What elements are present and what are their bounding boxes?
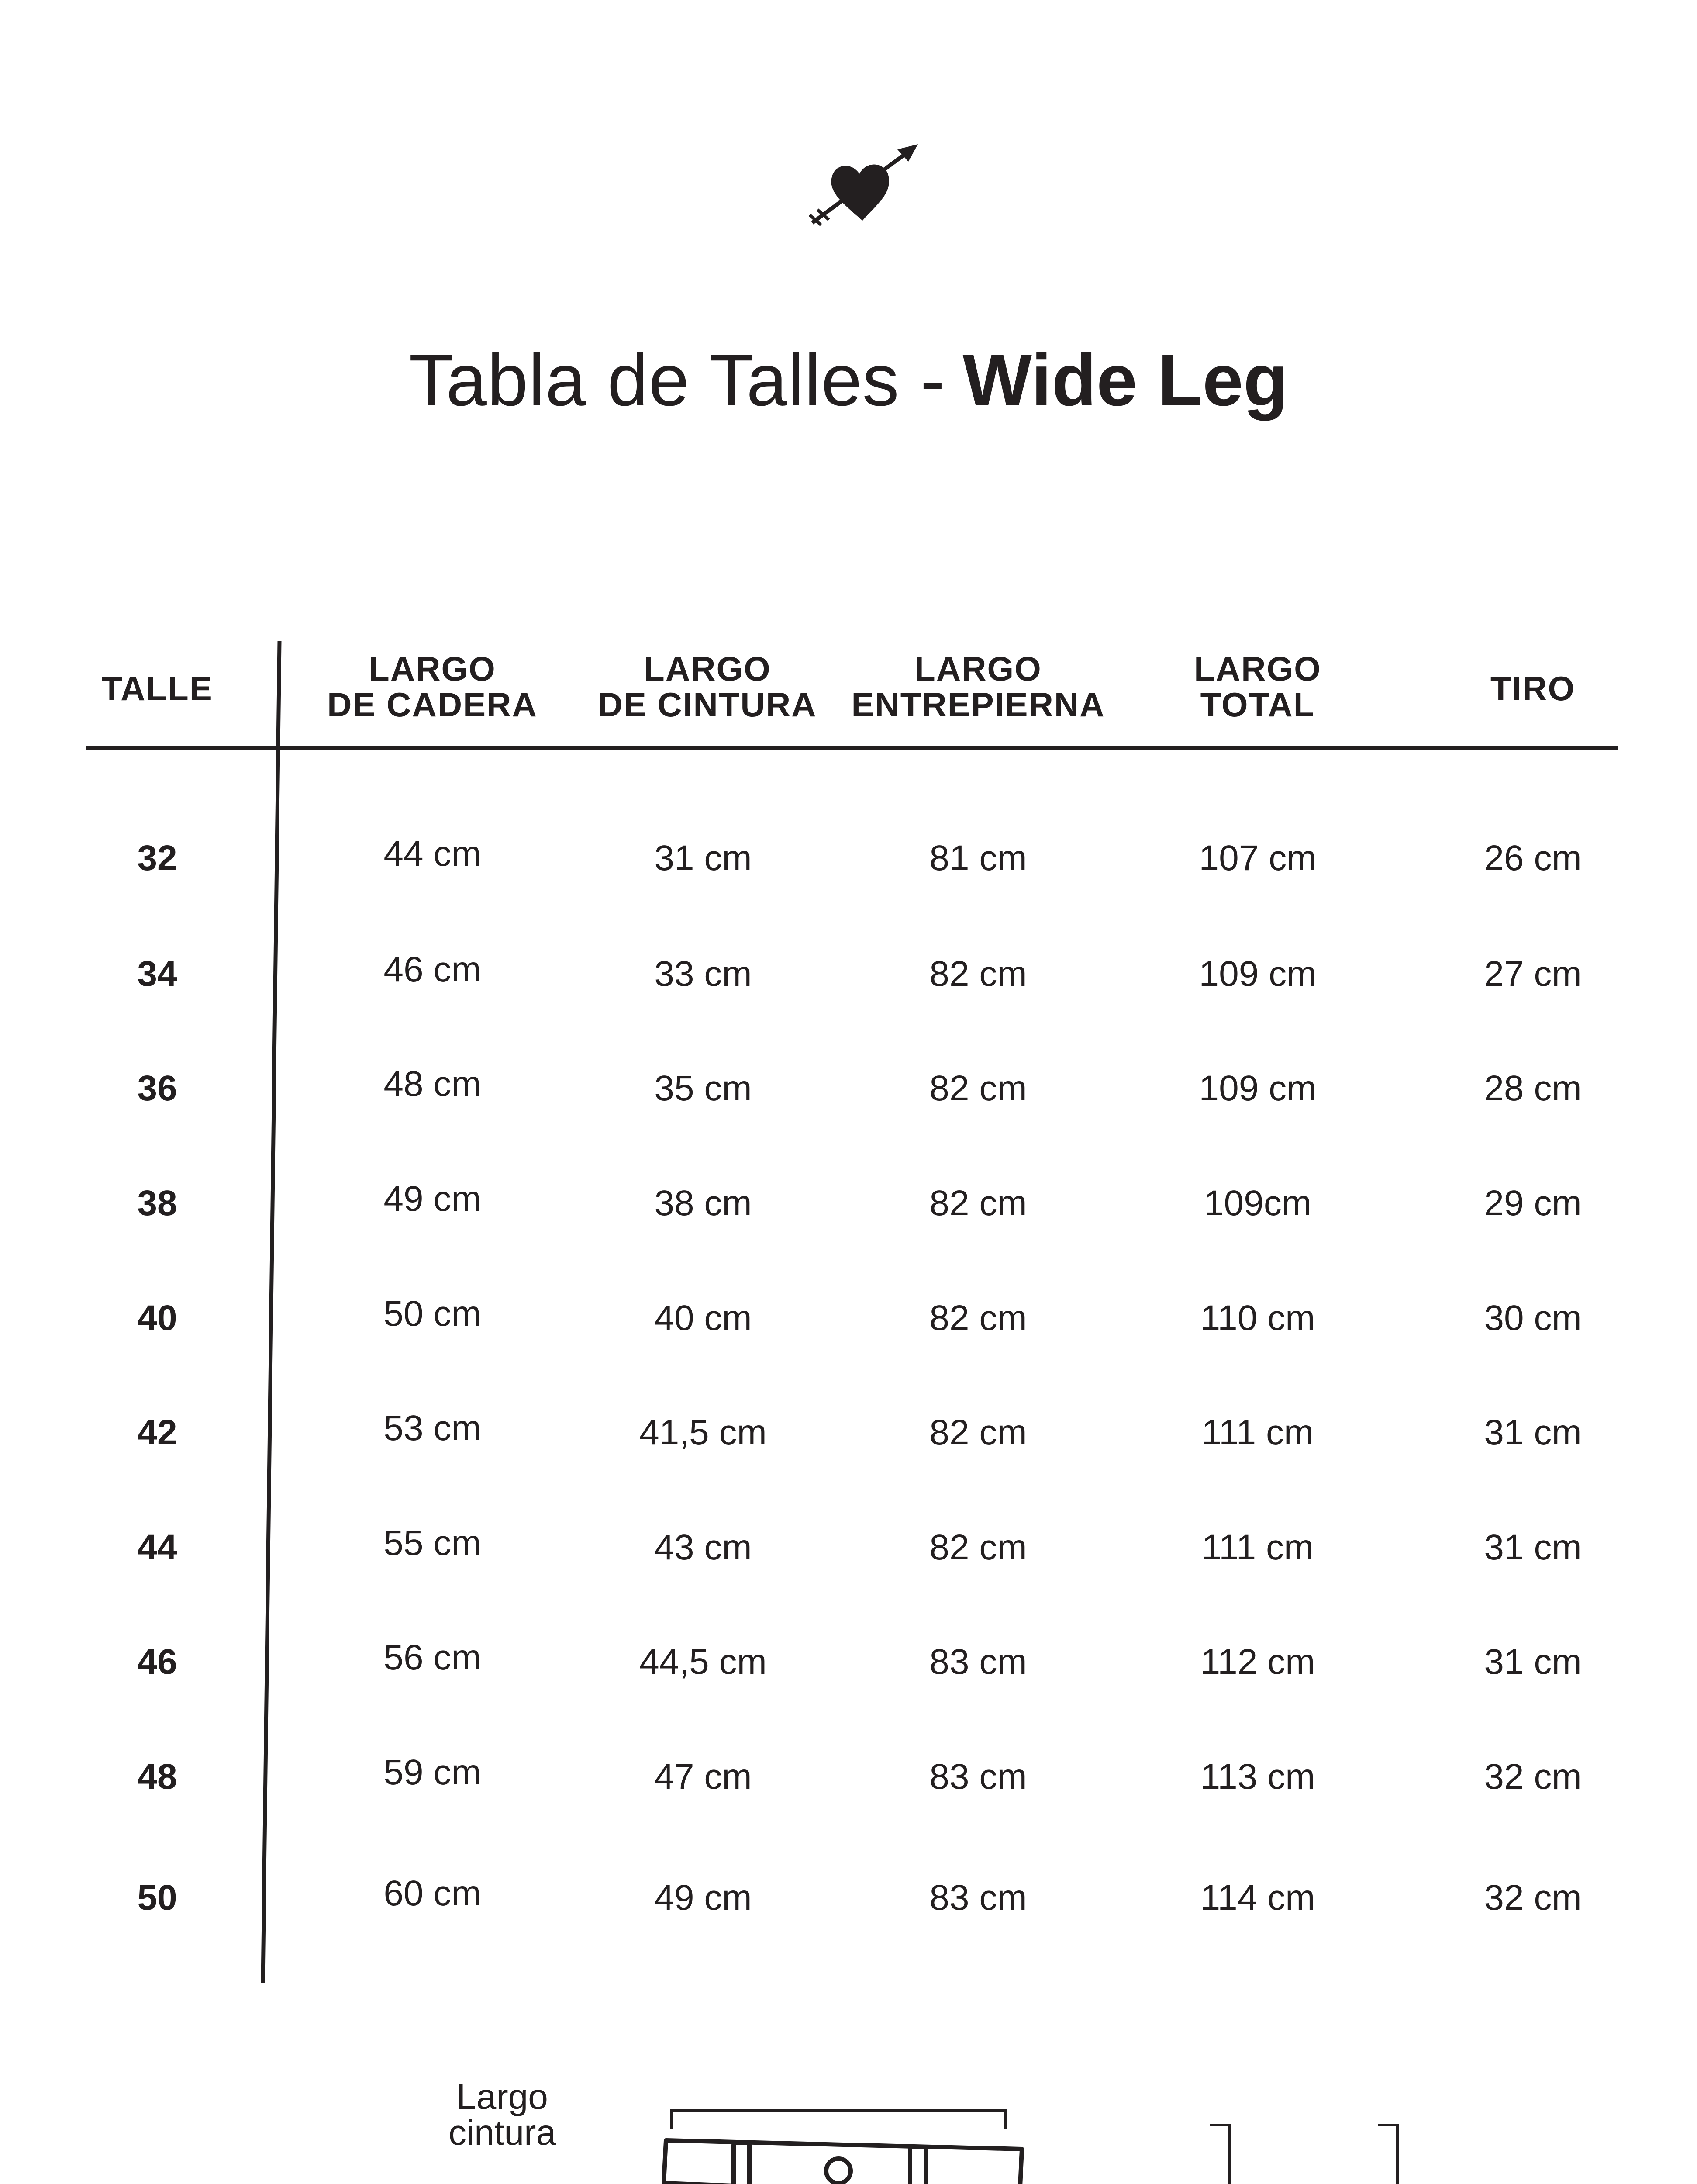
entrepierna-cell: 82 cm (929, 1413, 1027, 1452)
total-cell: 111 cm (1201, 1527, 1314, 1567)
total-cell: 109cm (1204, 1183, 1312, 1223)
cadera-cell: 46 cm (383, 950, 481, 989)
header-tiro: TIRO (1490, 669, 1576, 708)
header-talle: TALLE (101, 669, 213, 708)
cadera-cell: 60 cm (383, 1873, 481, 1913)
header-largo-cintura: LARGO DE CINTURA (598, 650, 817, 724)
total-cell: 113 cm (1200, 1757, 1315, 1797)
entrepierna-cell: 82 cm (929, 1298, 1027, 1338)
total-cell: 109 cm (1199, 1068, 1317, 1108)
size-cell: 50 (137, 1878, 177, 1918)
waistband (664, 2140, 1022, 2184)
tiro-cell: 30 cm (1484, 1298, 1582, 1338)
tiro-cell: 31 cm (1484, 1413, 1582, 1452)
cintura-cell: 40 cm (654, 1298, 752, 1338)
size-cell: 42 (137, 1413, 177, 1452)
size-cell: 36 (137, 1068, 177, 1108)
jeans-diagram (0, 2009, 1697, 2184)
entrepierna-cell: 82 cm (929, 1527, 1027, 1567)
size-cell: 32 (137, 838, 177, 878)
tiro-cell: 32 cm (1484, 1878, 1582, 1918)
cintura-cell: 38 cm (654, 1183, 752, 1223)
cadera-cell: 55 cm (383, 1523, 481, 1563)
entrepierna-cell: 83 cm (929, 1878, 1027, 1918)
size-cell: 46 (137, 1642, 177, 1682)
title-product: Wide Leg (962, 339, 1288, 421)
tiro-cell: 27 cm (1484, 954, 1582, 994)
tiro-cell: 32 cm (1484, 1757, 1582, 1797)
entrepierna-cell: 82 cm (929, 1068, 1027, 1108)
size-cell: 38 (137, 1183, 177, 1223)
tiro-cell: 28 cm (1484, 1068, 1582, 1108)
header-largo-entrepierna: LARGO ENTREPIERNA (851, 650, 1105, 724)
cadera-cell: 44 cm (383, 834, 481, 874)
cintura-cell: 49 cm (654, 1878, 752, 1918)
cadera-cell: 49 cm (383, 1179, 481, 1219)
cintura-cell: 33 cm (654, 954, 752, 994)
cintura-cell: 35 cm (654, 1068, 752, 1108)
entrepierna-cell: 82 cm (929, 954, 1027, 994)
total-cell: 111 cm (1201, 1413, 1314, 1452)
cadera-cell: 48 cm (383, 1064, 481, 1104)
entrepierna-cell: 83 cm (929, 1642, 1027, 1682)
cintura-bracket (672, 2111, 1006, 2129)
table-vertical-divider (263, 641, 279, 1983)
cadera-cell: 56 cm (383, 1638, 481, 1677)
entrepierna-cell: 83 cm (929, 1757, 1027, 1797)
total-cell: 109 cm (1199, 954, 1317, 994)
tiro-cell: 29 cm (1484, 1183, 1582, 1223)
total-cell: 114 cm (1200, 1878, 1315, 1918)
label-largo-cintura: Largo cintura (448, 2077, 556, 2153)
tiro-cell: 31 cm (1484, 1642, 1582, 1682)
cintura-cell: 47 cm (654, 1757, 752, 1797)
cintura-cell: 43 cm (654, 1527, 752, 1567)
cadera-cell: 53 cm (383, 1408, 481, 1448)
cintura-cell: 44,5 cm (639, 1642, 767, 1682)
cadera-cell: 59 cm (383, 1752, 481, 1792)
size-cell: 40 (137, 1298, 177, 1338)
total-cell: 107 cm (1199, 838, 1317, 878)
entrepierna-cell: 81 cm (929, 838, 1027, 878)
tiro-cell: 31 cm (1484, 1527, 1582, 1567)
header-largo-cadera: LARGO DE CADERA (327, 650, 538, 724)
tiro-bracket (1210, 2125, 1229, 2184)
size-cell: 34 (137, 954, 177, 994)
total-cell: 112 cm (1200, 1642, 1315, 1682)
tiro-cell: 26 cm (1484, 838, 1582, 878)
cadera-cell: 50 cm (383, 1294, 481, 1334)
total-cell: 110 cm (1200, 1298, 1315, 1338)
header-largo-total: LARGO TOTAL (1194, 650, 1321, 724)
cintura-cell: 41,5 cm (639, 1413, 767, 1452)
size-cell: 44 (137, 1527, 177, 1567)
size-cell: 48 (137, 1757, 177, 1797)
title-prefix: Tabla de Talles - (409, 339, 945, 421)
total-bracket (1378, 2125, 1397, 2184)
cintura-cell: 31 cm (654, 838, 752, 878)
entrepierna-cell: 82 cm (929, 1183, 1027, 1223)
